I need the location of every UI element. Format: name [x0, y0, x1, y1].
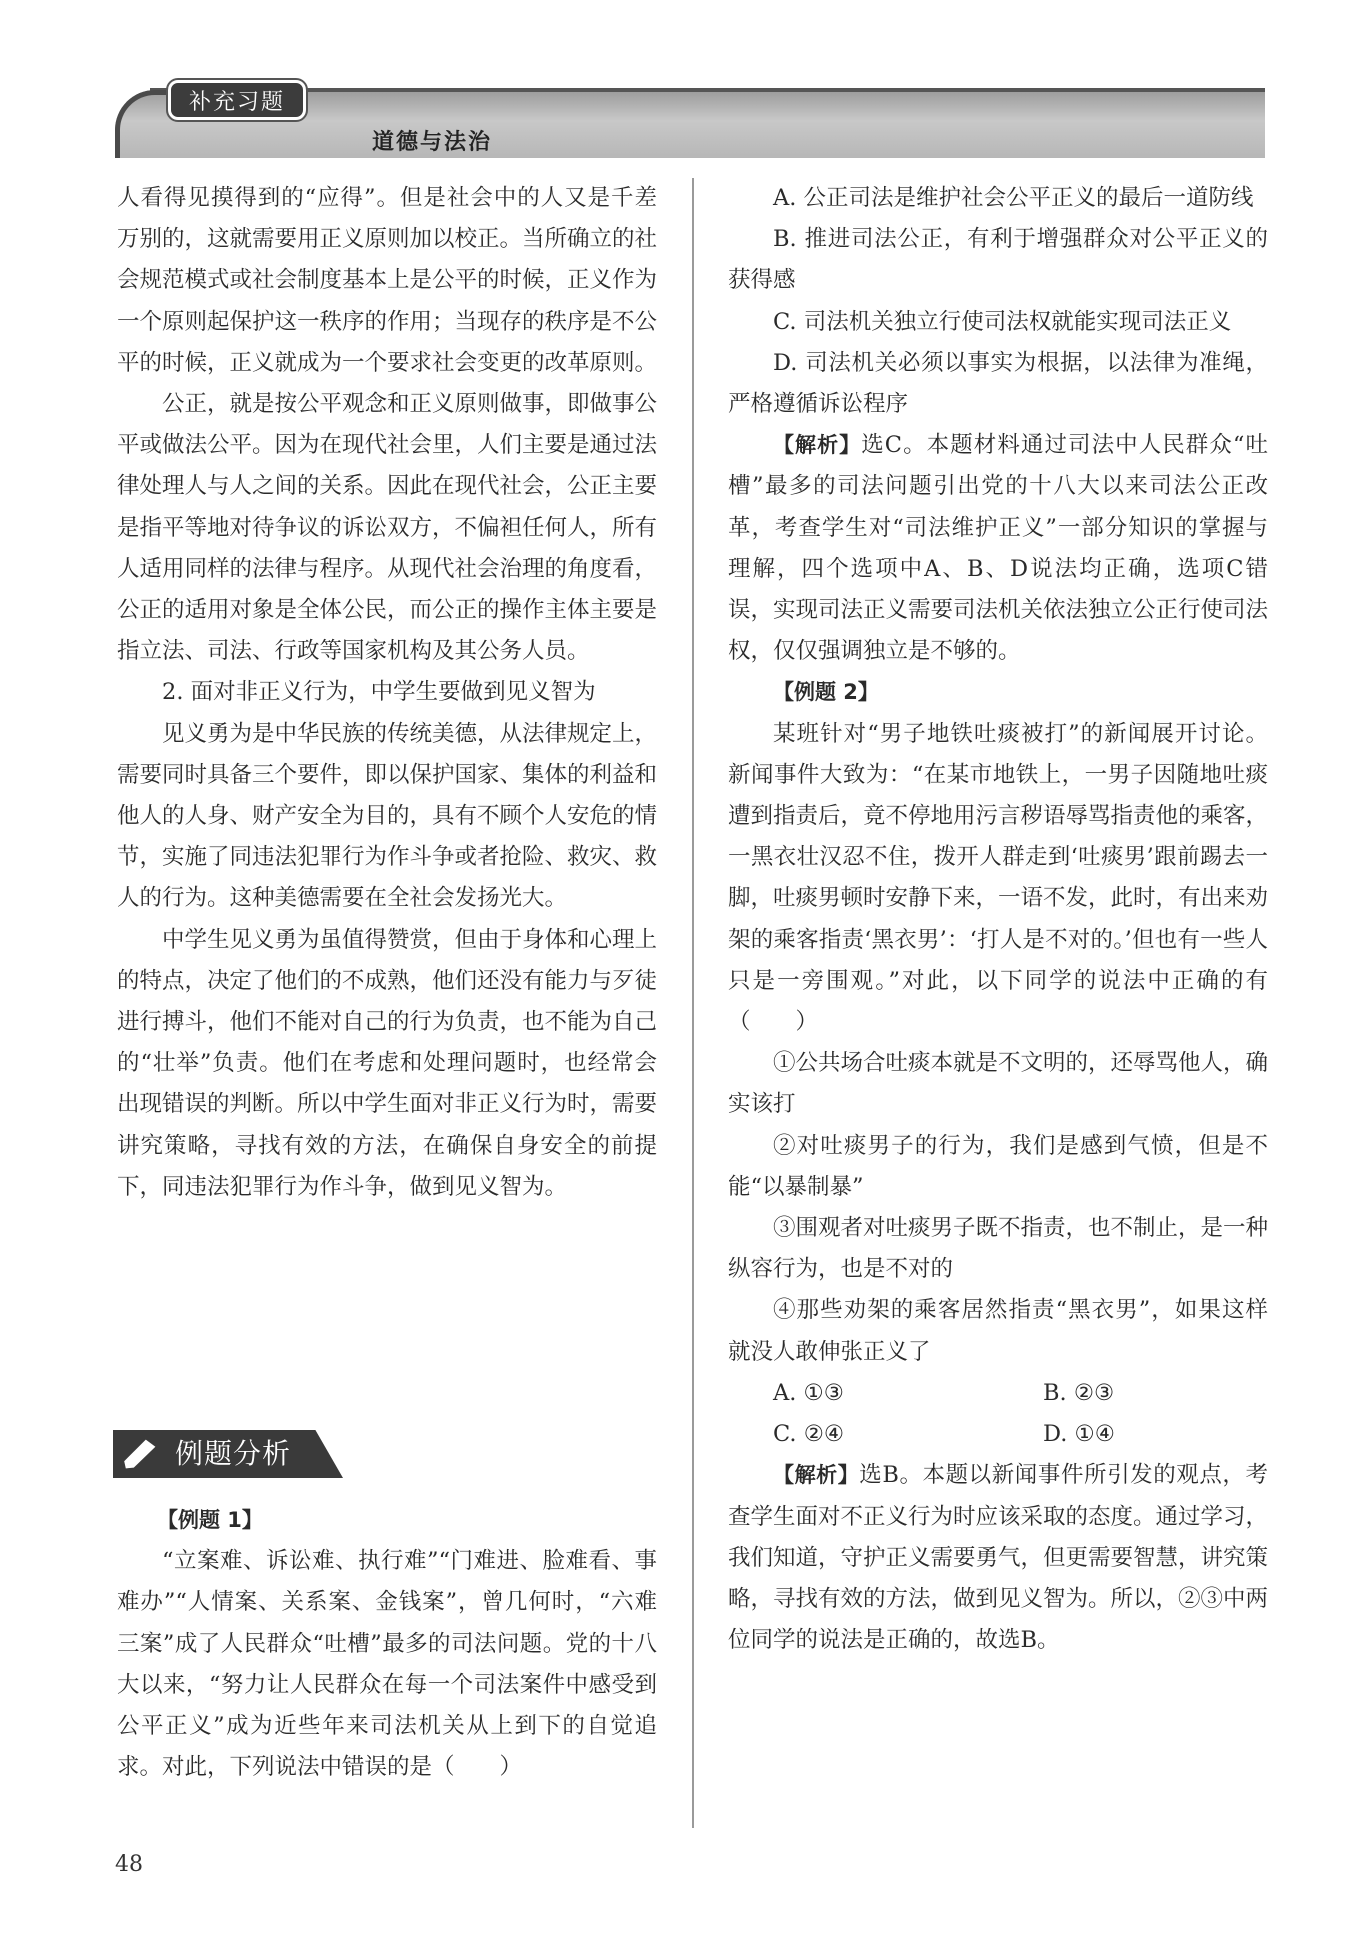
choices-row-2: [728, 1414, 1268, 1455]
header-curve: [115, 90, 175, 158]
analysis2-text: 选B。本题以新闻事件所引发的观点，考查学生面对不正义行为时应该采取的态度。通过学习，我们知道，守护正义需要勇气，但更需要智慧，讲究策略，寻找有效的方法，做到见义智为。所以，②③中两位同学的说法是正确的，故选B。: [728, 1462, 1269, 1654]
analysis2-label: 【解析】: [773, 1463, 860, 1488]
subject-title: 道德与法治: [372, 130, 493, 155]
analysis2: [728, 1455, 1268, 1661]
example1-label-line: [117, 1500, 657, 1541]
option-b: B. 推进司法公正，有利于增强群众对公平正义的获得感: [728, 226, 1268, 294]
right-column: [728, 178, 1268, 1661]
example1-question: “立案难、诉讼难、执行难”“门难进、脸难看、事难办”“人情案、关系案、金钱案”，曾几何时，“六难三案”成了人民群众“吐槽”最多的司法问题。党的十八大以来，“努力让人民群众在每一个司法案件中感受到公平正义”成为近些年来司法机关从上到下的自觉追求。对此，下列说法中错误的是（ ）: [117, 1548, 657, 1781]
paragraph-bravery: 见义勇为是中华民族的传统美德，从法律规定上，需要同时具备三个要件，即以保护国家、集体的利益和他人的人身、财产安全为目的，具有不顾个人安危的情节，实施了同违法犯罪行为作斗争或者抢险、救灾、救人的行为。这种美德需要在全社会发扬光大。: [117, 720, 658, 912]
statement-2: ②对吐痰男子的行为，我们是感到气愤，但是不能“以暴制暴”: [728, 1132, 1268, 1200]
section-title: 例题分析: [175, 1437, 292, 1470]
choice-d: D. ①④: [1043, 1421, 1115, 1448]
column-divider: [692, 178, 694, 1828]
option-d: D. 司法机关必须以事实为根据，以法律为准绳，严格遵循诉讼程序: [728, 349, 1268, 418]
analysis1-label: 【解析】: [773, 433, 862, 458]
choice-c: C. ②④: [773, 1421, 845, 1448]
statement-3: ③围观者对吐痰男子既不指责，也不制止，是一种纵容行为，也是不对的: [728, 1215, 1269, 1283]
example-analysis-header: [113, 1430, 343, 1478]
example2-label: 【例题 2】: [773, 680, 879, 705]
example2-label-line: [728, 672, 1268, 713]
choice-b: B. ②③: [1043, 1379, 1115, 1406]
option-c: C. 司法机关独立行使司法权就能实现司法正义: [773, 308, 1232, 335]
supplementary-exercises-tag: 补充习题: [168, 80, 306, 120]
analysis1-text: 选C。本题材料通过司法中人民群众“吐槽”最多的司法问题引出党的十八大以来司法公正改革，考查学生对“司法维护正义”一部分知识的掌握与理解，四个选项中A、B、D说法均正确，选项C错误，实现司法正义需要司法机关依法独立公正行使司法权，仅仅强调独立是不够的。: [728, 432, 1269, 665]
example1-label: 【例题 1】: [157, 1508, 263, 1532]
subheading-wise-justice: 2. 面对非正义行为，中学生要做到见义智为: [162, 679, 596, 706]
statement-4: ④那些劝架的乘客居然指责“黑衣男”，如果这样就没人敢伸张正义了: [728, 1297, 1268, 1365]
analysis1: [728, 425, 1268, 672]
paragraph-continued: 人看得见摸得到的“应得”。但是社会中的人又是千差万别的，这就需要用正义原则加以校正。当所确立的社会规范模式或社会制度基本上是公平的时候，正义作为一个原则起保护这一秩序的作用；当现存的秩序是不公平的时候，正义就成为一个要求社会变更的改革原则。: [117, 185, 658, 376]
paragraph-fairness: 公正，就是按公平观念和正义原则做事，即做事公平或做法公平。因为在现代社会里，人们主要是通过法律处理人与人之间的关系。因此在现代社会，公正主要是指平等地对待争议的诉讼双方，不偏袒任何人，所有人适用同样的法律与程序。从现代社会治理的角度看，公正的适用对象是全体公民，而公正的操作主体主要是指立法、司法、行政等国家机构及其公务人员。: [117, 391, 658, 665]
header-line: [150, 88, 1265, 92]
left-column: [117, 178, 657, 1208]
paragraph-students: 中学生见义勇为虽值得赞赏，但由于身体和心理上的特点，决定了他们的不成熟，他们还没有能力与歹徒进行搏斗，他们不能对自己的行为负责，也不能为自己的“壮举”负责。他们在考虑和处理问题时，也经常会出现错误的判断。所以中学生面对非正义行为时，需要讲究策略，寻找有效的方法，在确保自身安全的前提下，同违法犯罪行为作斗争，做到见义智为。: [117, 926, 658, 1200]
option-a: A. 公正司法是维护社会公平正义的最后一道防线: [773, 185, 1254, 211]
statement-1: ①公共场合吐痰本就是不文明的，还辱骂他人，确实该打: [728, 1050, 1269, 1118]
choices-row-1: [728, 1373, 1268, 1414]
choice-a: A. ①③: [773, 1379, 844, 1406]
example2-question: 某班针对“男子地铁吐痰被打”的新闻展开讨论。新闻事件大致为：“在某市地铁上，一男子因随地吐痰遭到指责后，竟不停地用污言秽语辱骂指责他的乘客，一黑衣壮汉忍不住，拨开人群走到‘吐痰男’跟前踢去一脚，吐痰男顿时安静下来，一语不发，此时，有出来劝架的乘客指责‘黑衣男’：‘打人是不对的。’但也有一些人只是一旁围观。”对此，以下同学的说法中正确的有（ ）: [728, 720, 1269, 1036]
page-number: 48: [115, 1852, 143, 1877]
example1-block: [117, 1500, 657, 1788]
